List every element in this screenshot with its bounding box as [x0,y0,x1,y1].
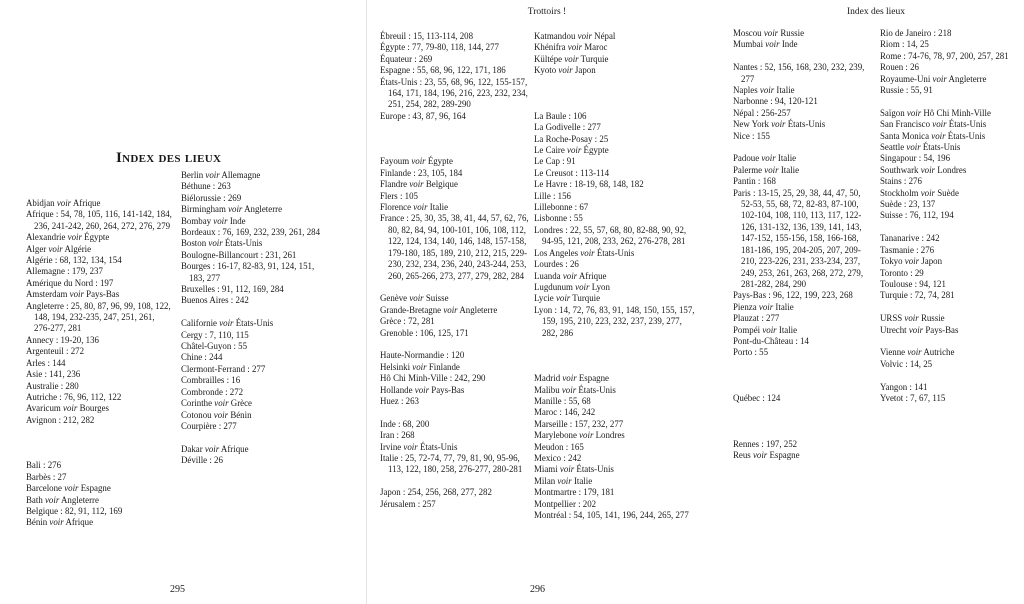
index-entry: Utrecht voir Pays-Bas [880,324,959,335]
left-page [0,0,360,604]
index-entry: Mumbai voir Inde [733,39,798,50]
running-head: Index des lieux [846,7,906,17]
index-entry: Lourdes : 26 [534,259,579,270]
index-entry: Buenos Aires : 242 [181,295,249,306]
index-entry: Manille : 55, 68 [534,395,591,406]
index-entry: Stockholm voir Suède [880,187,959,198]
index-entry: Toulouse : 94, 121 [880,278,946,289]
index-entry: Kyoto voir Japon [534,65,596,76]
index-entry: Italie : 25, 72-74, 77, 79, 81, 90, 95-96, 113, 122, 180, 258, 276-277, 280-281 [380,452,523,475]
index-entry [380,134,530,145]
index-entry: New York voir États-Unis [733,119,826,130]
index-entry: La Baule : 106 [534,110,587,121]
index-entry: Biélorussie : 269 [181,192,242,203]
index-entry: Grande-Bretagne voir Angleterre [380,304,498,315]
index-entry: Yangon : 141 [880,381,928,392]
index-entry: Nantes : 52, 156, 168, 230, 232, 239, 277 [733,62,865,84]
gutter-divider [366,0,367,604]
index-entry: Royaume-Uni voir Angleterre [880,73,987,84]
index-entry: Suède : 23, 137 [880,199,936,210]
right-page [728,0,1024,604]
index-entry: Russie : 55, 91 [880,85,933,96]
index-entry: Alexandrie voir Égypte [26,232,110,243]
index-entry: Genève voir Suisse [380,293,449,304]
index-entry: Luanda voir Afrique [534,270,607,281]
index-entry: Annecy : 19-20, 136 [26,334,99,345]
index-entry: San Francisco voir États-Unis [880,119,987,130]
index-entry: Londres : 22, 55, 57, 68, 80, 82-88, 90, 92, 94-95, 121, 208, 233, 262, 276-278, 281 [534,224,687,247]
index-entry: Rouen : 26 [880,62,919,73]
index-entry: Dakar voir Afrique [181,443,249,454]
index-entry: Toronto : 29 [880,267,924,278]
index-entry: Flers : 105 [380,190,418,201]
index-entry: URSS voir Russie [880,313,945,324]
index-entry: Barbès : 27 [26,471,67,482]
index-entry: Irvine voir États-Unis [380,441,458,452]
middle-page [372,0,722,604]
index-entry: Stains : 276 [880,176,922,187]
index-entry: Ébreuil : 15, 113-114, 208 [380,31,474,41]
index-entry: Boulogne-Billancourt : 231, 261 [181,249,297,260]
index-entry: Hô Chi Minh-Ville : 242, 290 [380,373,486,384]
index-entry: Jérusalem : 257 [380,498,436,509]
index-entry: Nice : 155 [733,130,770,141]
index-column [181,170,329,467]
index-entry: Montmartre : 179, 181 [534,487,615,498]
index-entry [733,370,873,381]
index-entry: Boston voir États-Unis [181,238,263,249]
index-entry: Tasmanie : 276 [880,244,935,255]
page-number: 296 [530,584,545,595]
index-entry: Courpière : 277 [181,420,237,431]
index-entry: Lille : 156 [534,190,571,201]
index-entry: Vienne voir Autriche [880,347,955,358]
index-entry: Rio de Janeiro : 218 [880,28,952,38]
index-entry: Europe : 43, 87, 96, 164 [380,110,466,121]
index-entry: Berlin voir Allemagne [181,170,261,180]
index-entry: Bénin voir Afrique [26,517,94,528]
index-entry: Lugdunum voir Lyon [534,281,610,292]
index-entry: Iran : 268 [380,430,415,441]
index-entry: Tananarive : 242 [880,233,940,244]
index-entry: Pays-Bas : 96, 122, 199, 223, 268 [733,290,853,301]
index-entry: Équateur : 269 [380,53,433,64]
index-entry: Volvic : 14, 25 [880,358,933,369]
index-entry: Montréal : 54, 105, 141, 196, 244, 265, 277 [534,510,689,520]
index-entry: Finlande : 23, 105, 184 [380,167,463,178]
index-entry: Yvetot : 7, 67, 115 [880,392,946,403]
index-entry: Clermont-Ferrand : 277 [181,363,266,374]
index-entry: Pompéi voir Italie [733,324,798,335]
index-entry: Fayoum voir Égypte [380,156,453,167]
index-entry: Avaricum voir Bourges [26,403,109,414]
index-entry: Bourges : 16-17, 82-83, 91, 124, 151, 183, 277 [181,261,315,283]
index-entry: Alger voir Algérie [26,243,92,254]
index-entry: Turquie : 72, 74, 281 [880,290,955,301]
index-entry: Béthune : 263 [181,181,231,192]
index-entry: Malibu voir États-Unis [534,384,616,395]
index-entry: Chine : 244 [181,352,223,363]
index-entry: Flandre voir Belgique [380,179,458,190]
index-entry: Le Creusot : 113-114 [534,167,610,178]
index-entry: Singapour : 54, 196 [880,153,951,164]
index-entry: Déville : 26 [181,455,223,466]
index-entry: Bruxelles : 91, 112, 169, 284 [181,284,284,295]
index-entry: Algérie : 68, 132, 134, 154 [26,255,122,266]
index-entry: Rennes : 197, 252 [733,438,798,449]
index-entry: Québec : 124 [733,392,781,403]
index-entry: Tokyo voir Japon [880,256,943,267]
index-entry: Angleterre : 25, 80, 87, 96, 99, 108, 122, 148, 194, 232-235, 247, 251, 261, 276-277, 281 [26,300,171,334]
index-entry: Avignon : 212, 282 [26,414,95,425]
index-entry: Pont-du-Château : 14 [733,335,809,346]
index-entry: Barcelone voir Espagne [26,483,111,494]
index-entry: Le Havre : 18-19, 68, 148, 182 [534,179,644,190]
index-entry: Asie : 141, 236 [26,369,81,380]
index-entry: Miami voir États-Unis [534,464,614,475]
page-number: 295 [170,584,185,595]
index-entry: Riom : 14, 25 [880,39,929,50]
index-entry: La Godivelle : 277 [534,122,601,133]
index-entry: Le Cap : 91 [534,156,576,167]
index-entry: Lisbonne : 55 [534,213,583,224]
index-entry: Bath voir Angleterre [26,494,99,505]
index-column [26,198,172,529]
index-column [880,28,1020,404]
index-column [380,31,530,510]
index-entry: Le Caire voir Égypte [534,145,609,156]
index-entry: Pienza voir Italie [733,301,794,312]
index-entry: Abidjan voir Afrique [26,198,101,208]
index-entry [534,350,698,361]
index-entry: Narbonne : 94, 120-121 [733,96,818,107]
index-entry: Porto : 55 [733,347,769,358]
index-entry: Saïgon voir Hô Chi Minh-Ville [880,107,991,118]
index-entry: Santa Monica voir États-Unis [880,130,986,141]
index-entry: Huez : 263 [380,395,419,406]
index-entry: Florence voir Italie [380,202,449,213]
index-entry: Lycie voir Turquie [534,293,601,304]
index-entry: Lillebonne : 67 [534,202,589,213]
index-entry: Afrique : 54, 78, 105, 116, 141-142, 184, 236, 241-242, 260, 264, 272, 276, 279 [26,209,172,231]
index-entry: Pantin : 168 [733,176,776,187]
index-entry: Hollande voir Pays-Bas [380,384,465,395]
index-entry: Népal : 256-257 [733,107,791,118]
index-entry [534,88,698,99]
index-entry: Helsinki voir Finlande [380,361,460,372]
index-entry: Meudon : 165 [534,441,584,452]
index-entry: Combrailles : 16 [181,375,241,386]
index-entry: Australie : 280 [26,380,79,391]
index-entry: Japon : 254, 256, 268, 277, 282 [380,487,492,498]
index-entry: Cotonou voir Bénin [181,409,252,420]
index-entry: Châtel-Guyon : 55 [181,341,248,352]
index-entry: Corinthe voir Grèce [181,398,252,409]
index-entry: Marseille : 157, 232, 277 [534,418,624,429]
index-entry: Reus voir Espagne [733,449,800,460]
index-entry: Amérique du Nord : 197 [26,277,114,288]
index-entry: États-Unis : 23, 55, 68, 96, 122, 155-157, 164, 171, 184, 196, 216, 223, 232, 234, 251, 254, 282, 289-290 [380,76,528,110]
index-entry: Bali : 276 [26,460,62,471]
index-entry: Espagne : 55, 68, 96, 122, 171, 186 [380,65,506,76]
index-entry: Montpellier : 202 [534,498,597,509]
index-entry: Autriche : 76, 96, 112, 122 [26,391,122,402]
page-title: Index des lieux [116,150,222,166]
index-entry: Birmingham voir Angleterre [181,204,283,215]
index-entry: Arles : 144 [26,357,66,368]
index-entry: Allemagne : 179, 237 [26,266,103,277]
index-entry: Lyon : 14, 72, 76, 83, 91, 148, 150, 155, 157, 159, 195, 210, 223, 232, 237, 239, 277, 282, 286 [534,304,695,338]
index-entry: Los Angeles voir États-Unis [534,247,635,258]
index-entry: Maroc : 146, 242 [534,407,596,418]
index-entry: La Roche-Posay : 25 [534,133,609,144]
index-entry: Kültépe voir Turquie [534,53,609,64]
index-column [733,28,873,461]
index-entry: Bombay voir Inde [181,215,246,226]
index-entry: Inde : 68, 200 [380,418,430,429]
index-entry: Haute-Normandie : 120 [380,350,465,361]
index-entry: Rome : 74-76, 78, 97, 200, 257, 281 [880,50,1009,61]
index-entry: Californie voir États-Unis [181,318,274,329]
index-entry: Cergy : 7, 110, 115 [181,329,249,340]
index-entry: Padoue voir Italie [733,153,797,164]
index-column [534,31,698,521]
index-entry: Naples voir Italie [733,85,795,96]
index-entry: Suisse : 76, 112, 194 [880,210,954,221]
index-entry [26,438,172,449]
index-entry: Belgique : 82, 91, 112, 169 [26,505,123,516]
index-entry: Milan voir Italie [534,475,593,486]
index-entry: Égypte : 77, 79-80, 118, 144, 277 [380,42,499,53]
index-entry: Bordeaux : 76, 169, 232, 239, 261, 284 [181,227,321,238]
index-entry [733,416,873,427]
index-entry: Katmandou voir Népal [534,31,616,41]
index-entry: Madrid voir Espagne [534,373,609,384]
index-entry: Paris : 13-15, 25, 29, 38, 44, 47, 50, 52-53, 55, 68, 72, 82-83, 87-100, 102-104, 108, 110, 113, 117, 122-126, 131-132, 136, 139, 141, 143, 147-152, 155-156, 158, 166-168, 181-186, 195, 204-205, 207, 209-210, 223-226, 231, 233-234, 237, 249, 253, 261, 263, 268, 272, 279, 281-282, 284, 290 [733,187,864,289]
index-entry: Southwark voir Londres [880,164,967,175]
index-entry: Amsterdam voir Pays-Bas [26,289,120,300]
index-entry: Plauzat : 277 [733,313,780,324]
running-head: Trottoirs ! [527,7,567,17]
index-entry: Seattle voir États-Unis [880,142,961,153]
index-entry: Argenteuil : 272 [26,346,85,357]
index-entry: Grèce : 72, 281 [380,316,435,327]
index-entry: Palerme voir Italie [733,164,800,175]
index-entry: Marylebone voir Londres [534,430,625,441]
index-entry: Combronde : 272 [181,386,244,397]
index-entry: Khénifra voir Maroc [534,42,608,53]
index-entry: France : 25, 30, 35, 38, 41, 44, 57, 62, 76, 80, 82, 84, 94, 100-101, 106, 108, 112, 122, 124, 134, 140, 146, 148, 157-158, 179-180, 185, 189, 210, 212, 215, 229-230, 232, 234, 236, 240, 243-244, 253, 260, 265-266, 273, 277, 279, 282, 284 [380,213,529,281]
index-entry: Mexico : 242 [534,452,582,463]
index-entry: Moscou voir Russie [733,28,805,38]
index-entry: Grenoble : 106, 125, 171 [380,327,469,338]
